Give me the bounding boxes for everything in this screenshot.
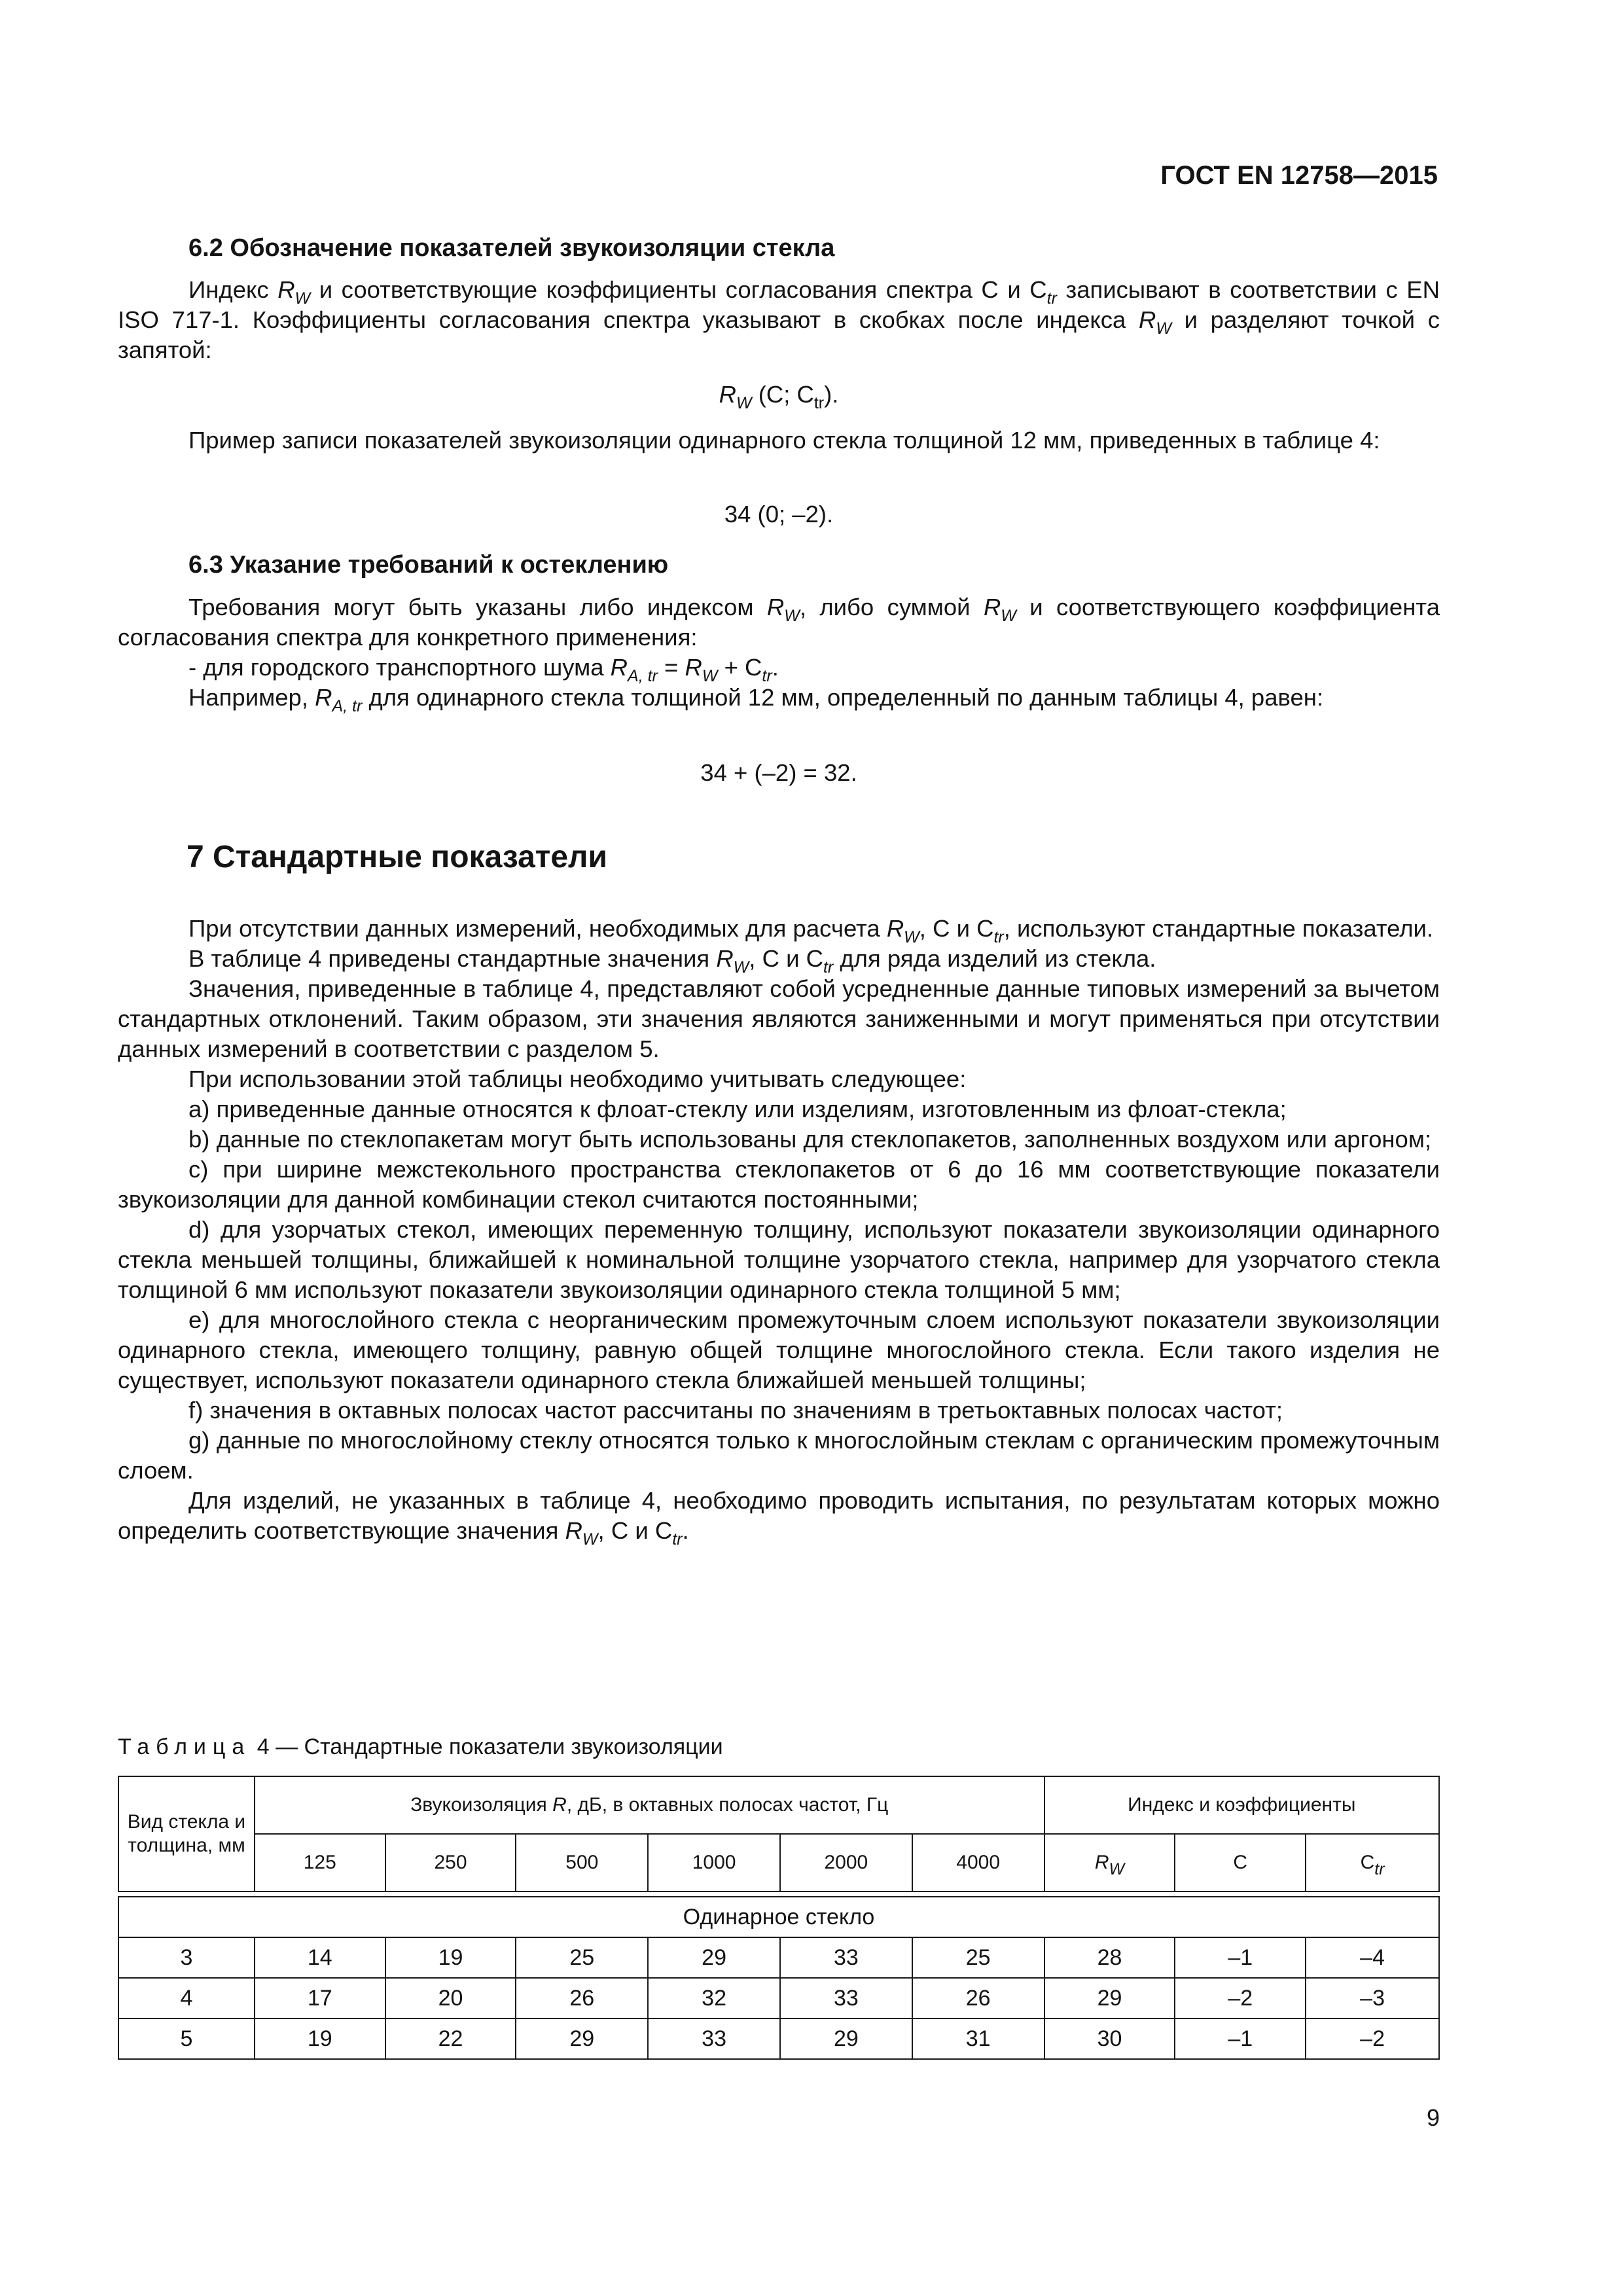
col-header-500: 500 [516,1834,648,1892]
col-header-1000: 1000 [648,1834,780,1892]
list-item-a: a) приведенные данные относятся к флоат-стеклу или изделиям, изготовленным из флоат-стекла; [188,1096,1287,1122]
col-header-4000: 4000 [912,1834,1044,1892]
table-cell: 26 [912,1978,1044,2018]
table-cell: 20 [385,1978,516,2018]
table-cell: 29 [516,2018,648,2059]
table-cell: 32 [648,1978,780,2018]
col-header-250: 250 [385,1834,516,1892]
list-item-e: e) для многослойного стекла с неорганическим промежуточным слоем используют показатели звукоизоляции одинарного стекла, имеющего толщину, равную общей толщине многослойного стекла. Если такого изделия не существует, используют показатели одинарного стекла ближайшей меньшей толщины; [118,1306,1440,1393]
formula-rw-c-ctr: $R_W$ (C; $C_{tr}$). [719,381,839,412]
table-cell: 3 [118,1937,255,1978]
table-cell: 33 [648,2018,780,2059]
col-header-glass-type: Вид стекла и толщина, мм [118,1776,255,1892]
section-6-3-paragraph-1: Требования могут быть указаны либо индексом $R_W$, либо суммой $R_W$ и соответствующего коэффициента согласования спектра для конкретного применения: - для городского транспортного шума $R_{A, tr} = R_W + C_{tr}$. Например, $R_{A, tr}$ для одинарного стекла толщиной 12 мм, определенный по данным таблицы 4, равен: [118,594,1440,715]
table-row [118,2018,1439,2059]
table-cell: –1 [1175,2018,1306,2059]
section-row-single-glass: Одинарное стекло [118,1897,1439,1937]
document-code: ГОСТ EN 12758—2015 [1160,161,1438,190]
table-cell: 25 [516,1937,648,1978]
col-group-index: Индекс и коэффициенты [1044,1776,1439,1834]
section-6-3-title: 6.3 Указание требований к остеклению [188,551,669,579]
table-cell: 19 [255,2018,385,2059]
table-cell: 29 [780,2018,912,2059]
list-item-g: g) данные по многослойному стеклу относятся только к многослойным стеклам с органическим промежуточным слоем. [118,1427,1440,1484]
table-cell: 28 [1044,1937,1175,1978]
table-cell: 4 [118,1978,255,2018]
table-cell: 33 [780,1978,912,2018]
table-cell: 14 [255,1937,385,1978]
list-item-d: d) для узорчатых стекол, имеющих переменную толщину, используют показатели звукоизоляции одинарного стекла меньшей толщины, ближайшей к номинальной толщине узорчатого стекла, например для узорчатого стекла толщиной 6 мм используют показатели звукоизоляции одинарного стекла толщиной 5 мм; [118,1216,1440,1303]
section-6-2-paragraph-2: Пример записи показателей звукоизоляции одинарного стекла толщиной 12 мм, приведенных в таблице 4: [188,427,1380,454]
formula-sum: 34 + (–2) = 32. [700,759,857,786]
section-6-2-paragraph-1: Индекс $R_W$ и соответствующие коэффициенты согласования спектра C и $C_{tr}$ записывают в соответствии с EN ISO 717-1. Коэффициенты согласования спектра указывают в скобках после индекса $R_W$ и разделяют точкой с запятой: [118,276,1440,363]
table-cell: 17 [255,1978,385,2018]
col-header-125: 125 [255,1834,385,1892]
table-cell: 31 [912,2018,1044,2059]
table-cell: –1 [1175,1937,1306,1978]
list-item-c: c) при ширине межстекольного пространства стеклопакетов от 6 до 16 мм соответствующие показатели звукоизоляции для данной комбинации стекол считаются постоянными; [118,1156,1440,1213]
table-cell: –3 [1306,1978,1439,2018]
formula-example: 34 (0; –2). [724,501,834,528]
table-cell: 26 [516,1978,648,2018]
table-row [118,1978,1439,2018]
list-item-f: f) значения в октавных полосах частот рассчитаны по значениям в третьоктавных полосах частот; [188,1397,1283,1424]
table-cell: –2 [1175,1978,1306,2018]
table-cell: 30 [1044,2018,1175,2059]
col-header-c: C [1175,1834,1306,1892]
section-7-body: При отсутствии данных измерений, необходимых для расчета $R_W$, C и $C_{tr}$, используют стандартные показатели. В таблице 4 приведены стандартные значения $R_W$, C и $C_{tr}$ для ряда изделий из стекла. Значения, приведенные в таблице 4, представляют собой усредненные данные типовых измерений за вычетом стандартных отклонений. Таким образом, эти значения являются заниженными и могут применяться при отсутствии данных измерений в соответствии с разделом 5. При использовании этой таблицы необходимо учитывать следующее: a) приведенные данные относятся к флоат-стеклу или изделиям, изготовленным из флоат-стекла; b) данные по стеклопакетам могут быть использованы для стеклопакетов, заполненных воздухом или аргоном; c) при ширине межстекольного пространства стеклопакетов от 6 до 16 мм соответствующие показатели звукоизоляции для данной комбинации стекол считаются постоянными; d) для узорчатых стекол, имеющих переменную толщину, используют показатели звукоизоляции одинарного стекла меньшей толщины, ближайшей к номинальной толщине узорчатого стекла, например для узорчатого стекла толщиной 6 мм используют показатели звукоизоляции одинарного стекла толщиной 5 мм; e) для многослойного стекла с неорганическим промежуточным слоем используют показатели звукоизоляции одинарного стекла, имеющего толщину, равную общей толщине многослойного стекла. Если такого изделия не существует, используют показатели одинарного стекла ближайшей меньшей толщины; f) значения в октавных полосах частот рассчитаны по значениям в третьоктавных полосах частот; g) данные по многослойному стеклу относятся только к многослойным стеклам с органическим промежуточным слоем. Для изделий, не указанных в таблице 4, необходимо проводить испытания, по результатам которых можно определить соответствующие значения $R_W$, C и $C_{tr}$. [118,915,1440,1549]
table-cell: –2 [1306,2018,1439,2059]
sound-insulation-table [118,1776,1440,2060]
table-cell: 5 [118,2018,255,2059]
table-cell: 29 [1044,1978,1175,2018]
table-caption: Таблица 4 — Стандартные показатели звукоизоляции [118,1734,723,1759]
col-header-rw: $R_W$ [1044,1834,1175,1892]
table-cell: 33 [780,1937,912,1978]
table-cell: 29 [648,1937,780,1978]
page-number: 9 [1426,2104,1440,2131]
col-header-2000: 2000 [780,1834,912,1892]
table-cell: –4 [1306,1937,1439,1978]
list-item-b: b) данные по стеклопакетам могут быть использованы для стеклопакетов, заполненных воздухом или аргоном; [188,1126,1432,1153]
table-row [118,1937,1439,1978]
table-cell: 19 [385,1937,516,1978]
table-cell: 25 [912,1937,1044,1978]
section-6-2-title: 6.2 Обозначение показателей звукоизоляции стекла [188,234,835,262]
col-group-sound-insulation: Звукоизоляция R, дБ, в октавных полосах частот, Гц [255,1776,1044,1834]
section-7-title: 7 Стандартные показатели [187,840,608,874]
table-cell: 22 [385,2018,516,2059]
col-header-ctr: $C_{tr}$ [1306,1834,1439,1892]
